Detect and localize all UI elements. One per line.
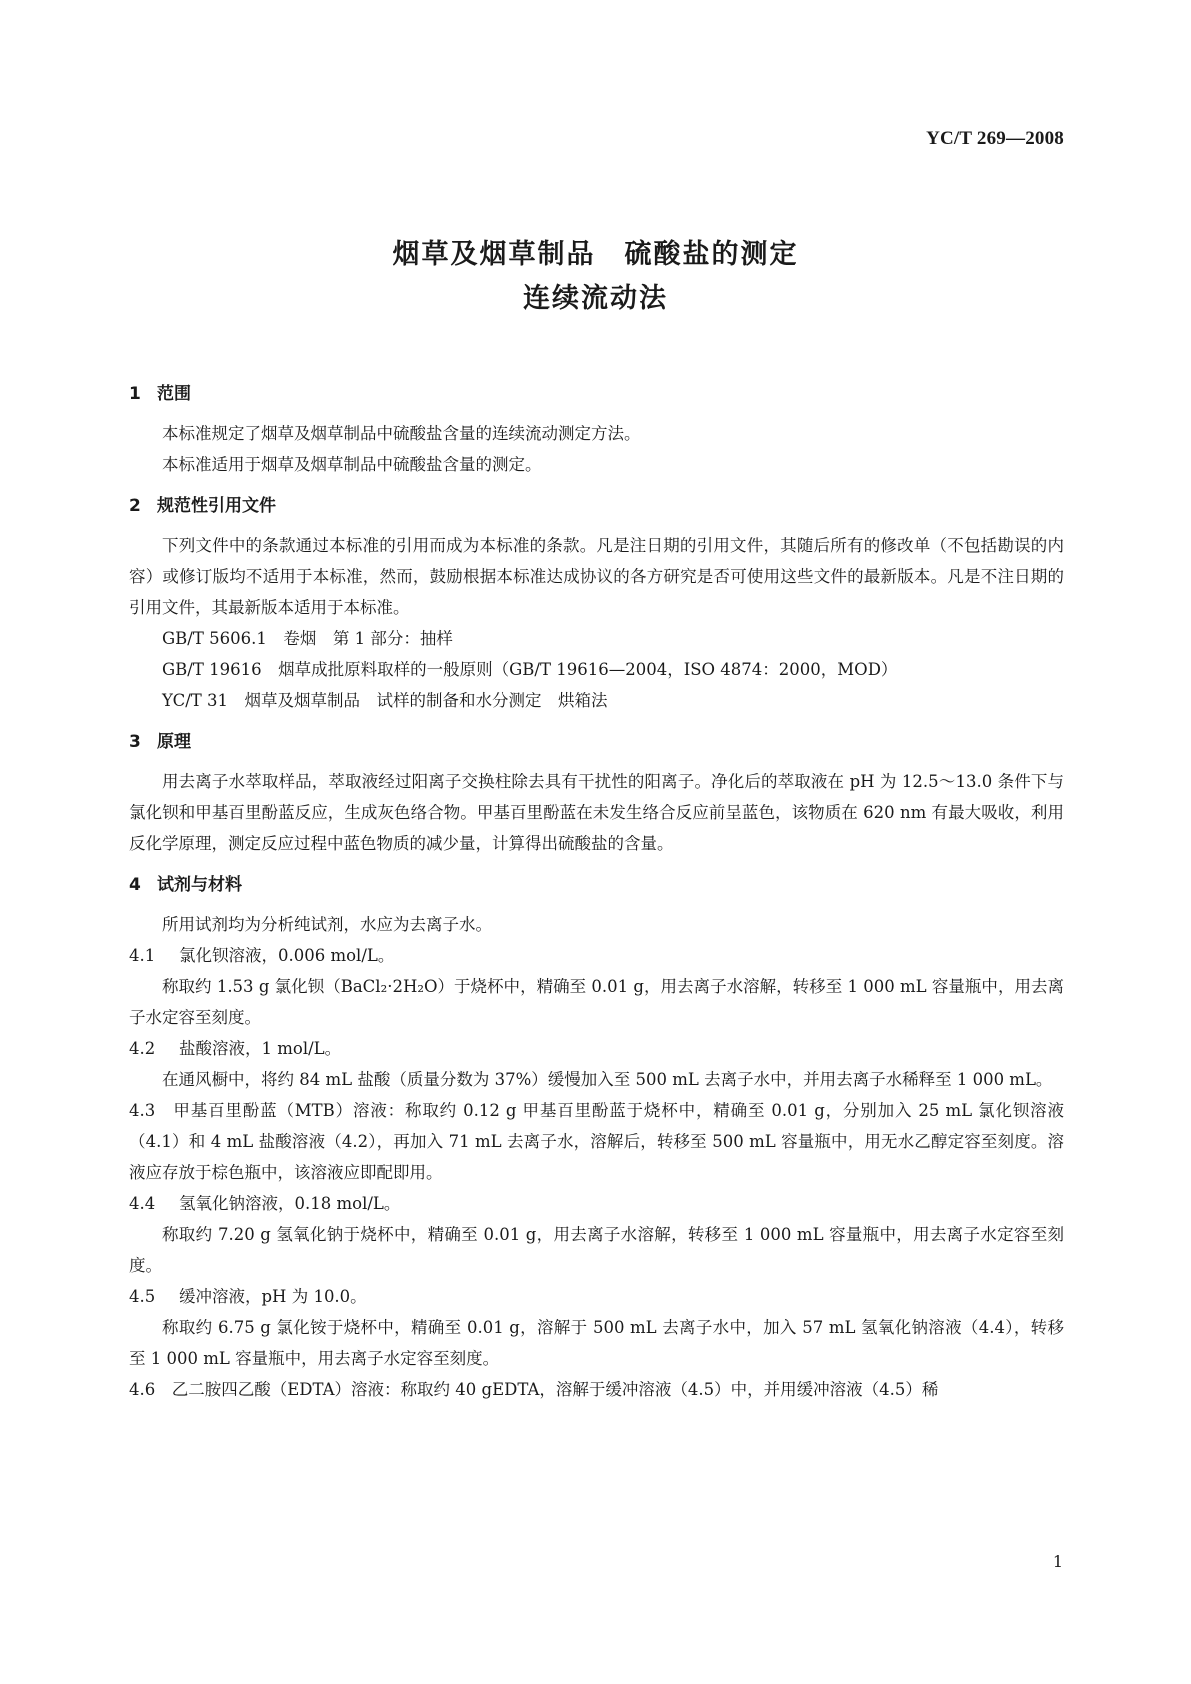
paragraph: 本标准规定了烟草及烟草制品中硫酸盐含量的连续流动测定方法。 <box>162 424 641 443</box>
section-heading-scope <box>129 378 1064 410</box>
subclause-number: 4.1 <box>129 946 156 965</box>
subclause-title: 盐酸溶液，1 mol/L。 <box>179 1039 342 1058</box>
section-title: 范围 <box>157 384 191 404</box>
subclause-paragraph: 4.6 乙二胺四乙酸（EDTA）溶液：称取约 40 gEDTA，溶解于缓冲溶液（4.5）中，并用缓冲溶液（4.5）稀 <box>129 1380 939 1399</box>
paragraph: 称取约 1.53 g 氯化钡（BaCl₂·2H₂O）于烧杯中，精确至 0.01 g，用去离子水溶解，转移至 1 000 mL 容量瓶中，用去离子水定容至刻度。 <box>129 977 1064 1027</box>
paragraph: 用去离子水萃取样品，萃取液经过阳离子交换柱除去具有干扰性的阳离子。净化后的萃取液在 pH 为 12.5～13.0 条件下与氯化钡和甲基百里酚蓝反应，生成灰色络合物。甲基百里酚蓝在未发生络合反应前呈蓝色，该物质在 620 nm 有最大吸收，利用反化学原理，测定反应过程中蓝色物质的减少量，计算得出硫酸盐的含量。 <box>129 772 1064 853</box>
document-title: 烟草及烟草制品 硫酸盐的测定 <box>392 239 799 270</box>
page-number: 1 <box>1052 1552 1063 1571</box>
paragraph: 在通风橱中，将约 84 mL 盐酸（质量分数为 37%）缓慢加入至 500 mL 去离子水中，并用去离子水稀释至 1 000 mL。 <box>162 1070 1053 1089</box>
paragraph: 本标准适用于烟草及烟草制品中硫酸盐含量的测定。 <box>162 455 542 474</box>
subclause-title: 缓冲溶液，pH 为 10.0。 <box>179 1287 367 1306</box>
section-title: 试剂与材料 <box>157 875 242 895</box>
paragraph: 下列文件中的条款通过本标准的引用而成为本标准的条款。凡是注日期的引用文件，其随后所有的修改单（不包括勘误的内容）或修订版均不适用于本标准，然而，鼓励根据本标准达成协议的各方研究是否可使用这些文件的最新版本。凡是不注日期的引用文件，其最新版本适用于本标准。 <box>129 536 1064 617</box>
section-number: 3 <box>129 732 141 752</box>
section-heading-normative-references <box>129 490 1064 522</box>
reference-item: YC/T 31 烟草及烟草制品 试样的制备和水分测定 烘箱法 <box>162 691 608 710</box>
section-title: 原理 <box>157 732 191 752</box>
paragraph: 所用试剂均为分析纯试剂，水应为去离子水。 <box>162 915 492 934</box>
subclause-heading <box>129 1281 1064 1312</box>
standard-code: YC/T 269—2008 <box>926 128 1064 149</box>
subclause-heading <box>129 940 1064 971</box>
section-number: 2 <box>129 496 141 516</box>
subclause-number: 4.4 <box>129 1194 156 1213</box>
section-title: 规范性引用文件 <box>157 496 276 516</box>
section-number: 1 <box>129 384 141 404</box>
subclause-title: 氢氧化钠溶液，0.18 mol/L。 <box>179 1194 401 1213</box>
subclause-title: 氯化钡溶液，0.006 mol/L。 <box>179 946 395 965</box>
subclause-number: 4.5 <box>129 1287 156 1306</box>
reference-item: GB/T 19616 烟草成批原料取样的一般原则（GB/T 19616—2004，ISO 4874：2000，MOD） <box>162 660 898 679</box>
section-heading-reagents <box>129 869 1064 901</box>
paragraph: 称取约 7.20 g 氢氧化钠于烧杯中，精确至 0.01 g，用去离子水溶解，转移至 1 000 mL 容量瓶中，用去离子水定容至刻度。 <box>129 1225 1064 1275</box>
document-body <box>129 378 1064 1405</box>
section-heading-principle <box>129 726 1064 758</box>
subclause-heading <box>129 1188 1064 1219</box>
subclause-heading <box>129 1033 1064 1064</box>
paragraph: 称取约 6.75 g 氯化铵于烧杯中，精确至 0.01 g，溶解于 500 mL 去离子水中，加入 57 mL 氢氧化钠溶液（4.4），转移至 1 000 mL 容量瓶中，用去离子水定容至刻度。 <box>129 1318 1064 1368</box>
subclause-number: 4.2 <box>129 1039 156 1058</box>
reference-item: GB/T 5606.1 卷烟 第 1 部分：抽样 <box>162 629 453 648</box>
document-subtitle: 连续流动法 <box>523 283 668 314</box>
section-number: 4 <box>129 875 141 895</box>
subclause-paragraph: 4.3 甲基百里酚蓝（MTB）溶液：称取约 0.12 g 甲基百里酚蓝于烧杯中，精确至 0.01 g，分别加入 25 mL 氯化钡溶液（4.1）和 4 mL 盐酸溶液（4.2），再加入 71 mL 去离子水，溶解后，转移至 500 mL 容量瓶中，用无水乙醇定容至刻度。溶液应存放于棕色瓶中，该溶液应即配即用。 <box>129 1101 1064 1182</box>
